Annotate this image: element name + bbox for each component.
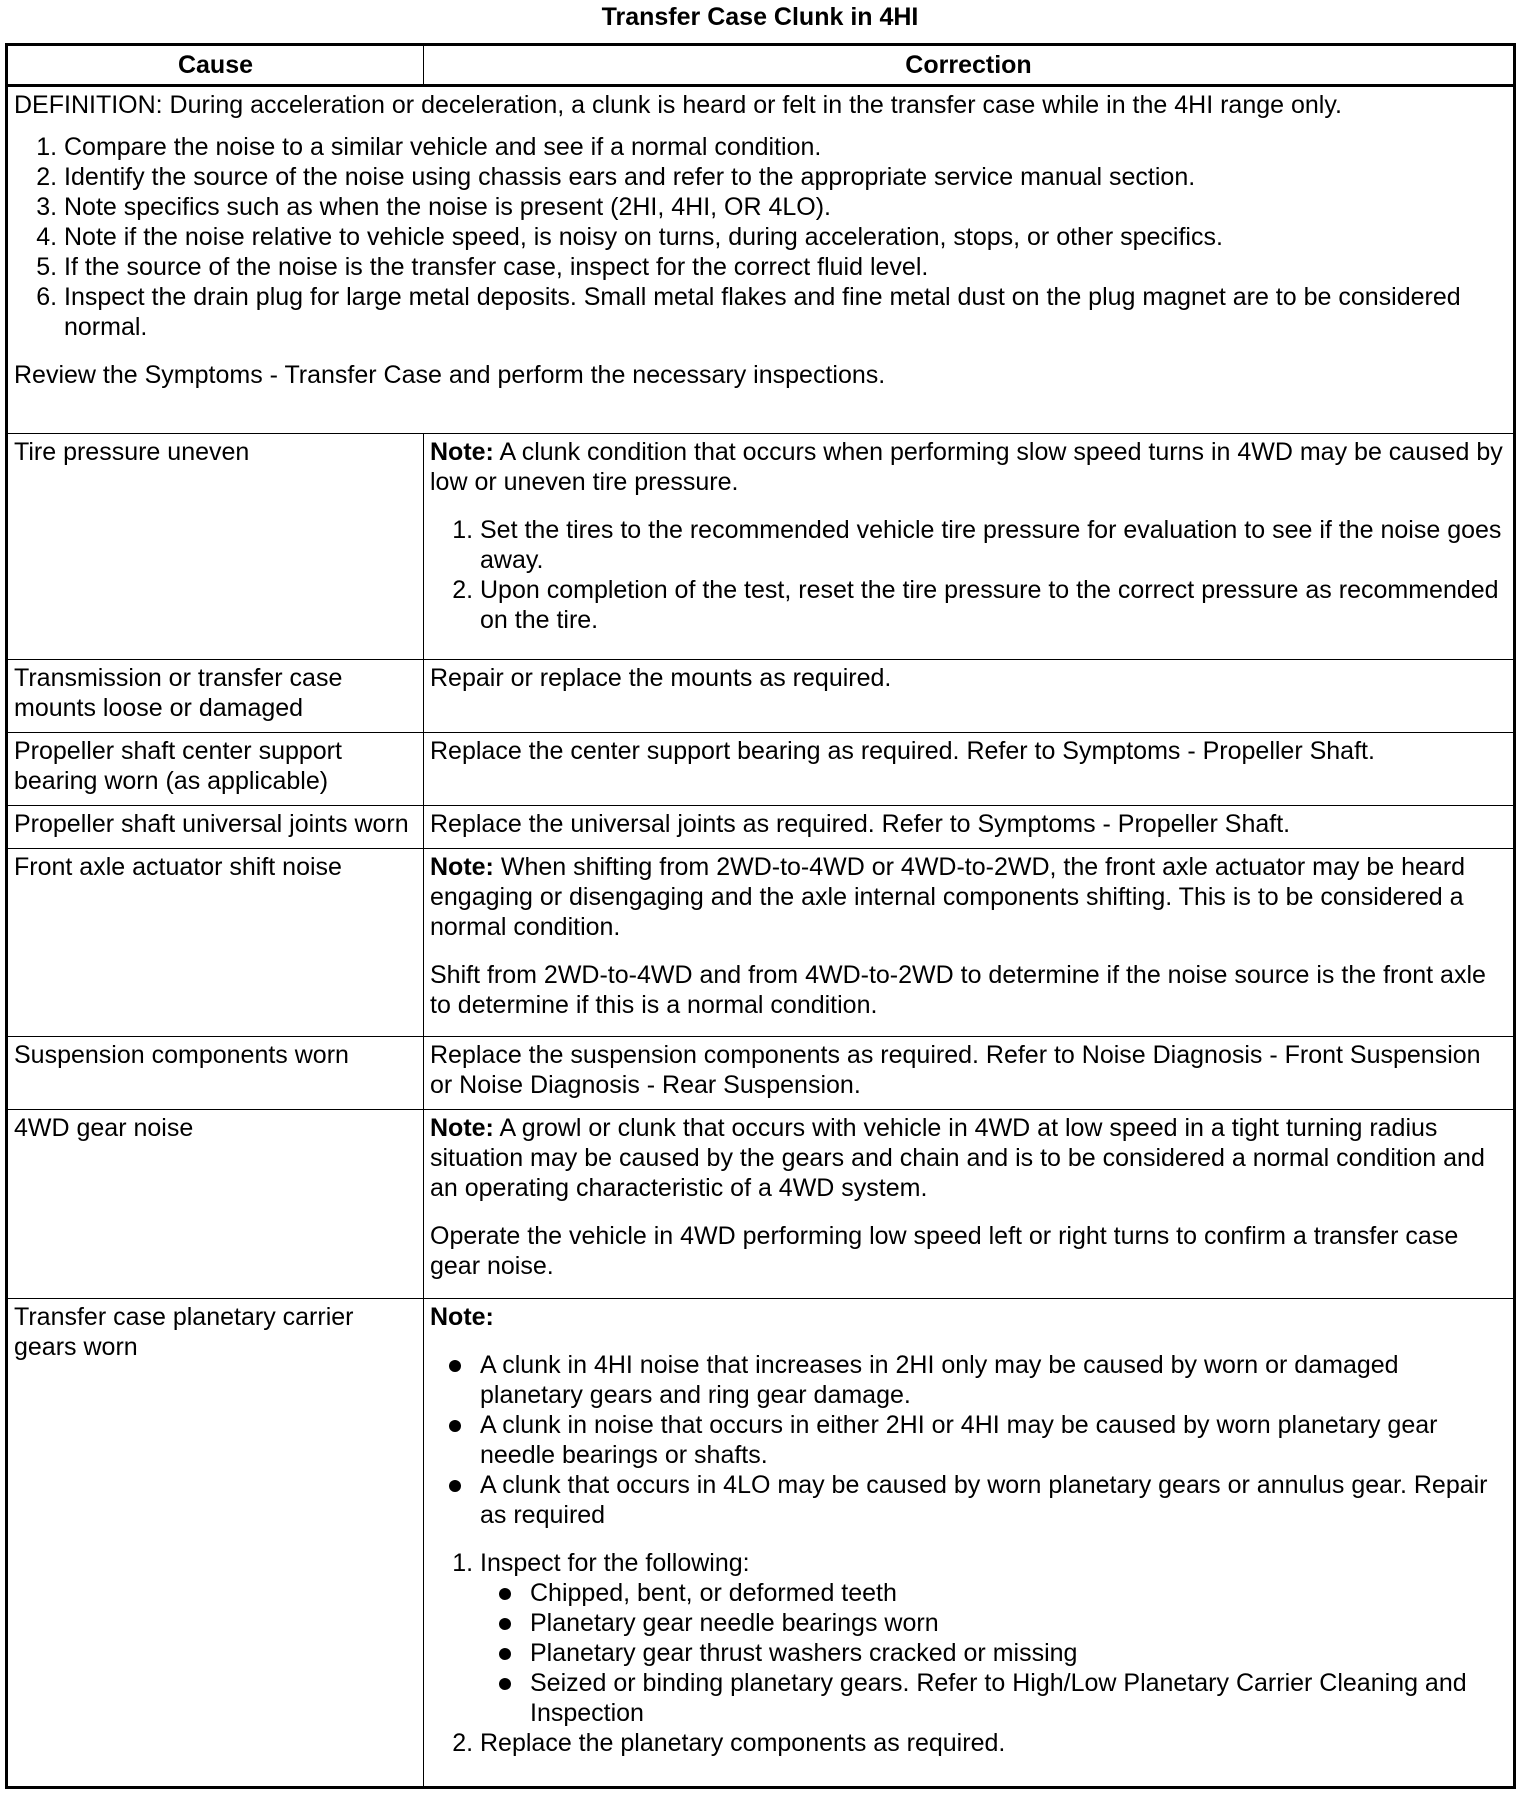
step-text: Inspect for the following: [480, 1549, 750, 1577]
table-row [7, 1037, 1515, 1110]
cause-cell: Transmission or transfer case mounts loose or damaged [7, 660, 424, 733]
correction-cell: Replace the suspension components as required. Refer to Noise Diagnosis - Front Suspension or Noise Diagnosis - Rear Suspension. [424, 1037, 1515, 1110]
definition-cell [7, 86, 1515, 434]
note-label: Note: [430, 438, 494, 466]
correction-cell: Replace the universal joints as required. Refer to Symptoms - Propeller Shaft. [424, 806, 1515, 849]
correction-steps [430, 515, 1507, 635]
note-paragraph [430, 1302, 1507, 1332]
list-item: 4. Note if the noise relative to vehicle speed, is noisy on turns, during acceleration, stops, or other specifics. [64, 222, 1507, 252]
correction-steps [430, 1548, 1507, 1758]
table-row [7, 849, 1515, 1037]
correction-text: Shift from 2WD-to-4WD and from 4WD-to-2WD to determine if the noise source is the front axle to determine if this is a normal condition. [430, 961, 1486, 1019]
note-paragraph [430, 437, 1507, 497]
cause-cell: Suspension components worn [7, 1037, 424, 1110]
cause-cell: Propeller shaft center support bearing worn (as applicable) [7, 733, 424, 806]
cause-cell: 4WD gear noise [7, 1110, 424, 1299]
cause-cell: Tire pressure uneven [7, 434, 424, 660]
note-label: Note: [430, 1114, 494, 1142]
note-text: When shifting from 2WD-to-4WD or 4WD-to-2WD, the front axle actuator may be heard engaging or disengaging and the axle internal components shifting. This is to be considered a normal condition. [430, 853, 1466, 941]
cause-cell: Front axle actuator shift noise [7, 849, 424, 1037]
list-item: A clunk that occurs in 4LO may be caused by worn planetary gears or annulus gear. Repair as required [480, 1470, 1507, 1530]
list-item: 2. Identify the source of the noise using chassis ears and refer to the appropriate service manual section. [64, 162, 1507, 192]
note-text: A clunk condition that occurs when performing slow speed turns in 4WD may be caused by low or uneven tire pressure. [430, 438, 1503, 496]
review-text: Review the Symptoms - Transfer Case and perform the necessary inspections. [14, 361, 886, 389]
correction-cell [424, 849, 1515, 1037]
definition-steps [14, 132, 1507, 342]
table-header-row [7, 45, 1515, 86]
list-item: 6. Inspect the drain plug for large metal deposits. Small metal flakes and fine metal dust on the plug magnet are to be considered normal. [64, 282, 1507, 342]
note-bullets [430, 1350, 1507, 1530]
list-item: Planetary gear needle bearings worn [530, 1608, 1507, 1638]
cause-header: Cause [7, 45, 424, 86]
cause-cell: Transfer case planetary carrier gears worn [7, 1299, 424, 1788]
page-title: Transfer Case Clunk in 4HI [601, 3, 919, 31]
list-item: A clunk in noise that occurs in either 2HI or 4HI may be caused by worn planetary gear needle bearings or shafts. [480, 1410, 1507, 1470]
table-row [7, 806, 1515, 849]
note-label: Note: [430, 1303, 494, 1331]
correction-header: Correction [424, 45, 1515, 86]
inspect-bullets [480, 1578, 1507, 1728]
list-item: Chipped, bent, or deformed teeth [530, 1578, 1507, 1608]
cause-cell: Propeller shaft universal joints worn [7, 806, 424, 849]
list-item: 1. Compare the noise to a similar vehicle and see if a normal condition. [64, 132, 1507, 162]
list-item: 1. Set the tires to the recommended vehicle tire pressure for evaluation to see if the noise goes away. [480, 515, 1507, 575]
correction-cell: Replace the center support bearing as required. Refer to Symptoms - Propeller Shaft. [424, 733, 1515, 806]
table-row [7, 434, 1515, 660]
list-item: 2. Upon completion of the test, reset the tire pressure to the correct pressure as recommended on the tire. [480, 575, 1507, 635]
correction-text: Operate the vehicle in 4WD performing low speed left or right turns to confirm a transfer case gear noise. [430, 1222, 1459, 1280]
correction-cell [424, 434, 1515, 660]
list-item: A clunk in 4HI noise that increases in 2HI only may be caused by worn or damaged planetary gears and ring gear damage. [480, 1350, 1507, 1410]
note-text: A growl or clunk that occurs with vehicle in 4WD at low speed in a tight turning radius situation may be caused by the gears and chain and is to be considered a normal condition and an operating characteristic of a 4WD system. [430, 1114, 1485, 1202]
note-label: Note: [430, 853, 494, 881]
correction-cell [424, 1299, 1515, 1788]
diagnostic-table [5, 43, 1516, 1789]
list-item: Planetary gear thrust washers cracked or missing [530, 1638, 1507, 1668]
list-item: 3. Note specifics such as when the noise is present (2HI, 4HI, OR 4LO). [64, 192, 1507, 222]
definition-row [7, 86, 1515, 434]
table-row [7, 660, 1515, 733]
table-row [7, 1299, 1515, 1788]
table-row [7, 1110, 1515, 1299]
list-item: Seized or binding planetary gears. Refer to High/Low Planetary Carrier Cleaning and Inspection [530, 1668, 1507, 1728]
list-item [480, 1548, 1507, 1728]
note-paragraph [430, 1113, 1507, 1203]
table-row [7, 733, 1515, 806]
list-item: 2. Replace the planetary components as required. [480, 1728, 1507, 1758]
correction-cell [424, 1110, 1515, 1299]
note-paragraph [430, 852, 1507, 942]
correction-cell: Repair or replace the mounts as required. [424, 660, 1515, 733]
list-item: 5. If the source of the noise is the transfer case, inspect for the correct fluid level. [64, 252, 1507, 282]
definition-text: DEFINITION: During acceleration or deceleration, a clunk is heard or felt in the transfer case while in the 4HI range only. [14, 91, 1342, 119]
